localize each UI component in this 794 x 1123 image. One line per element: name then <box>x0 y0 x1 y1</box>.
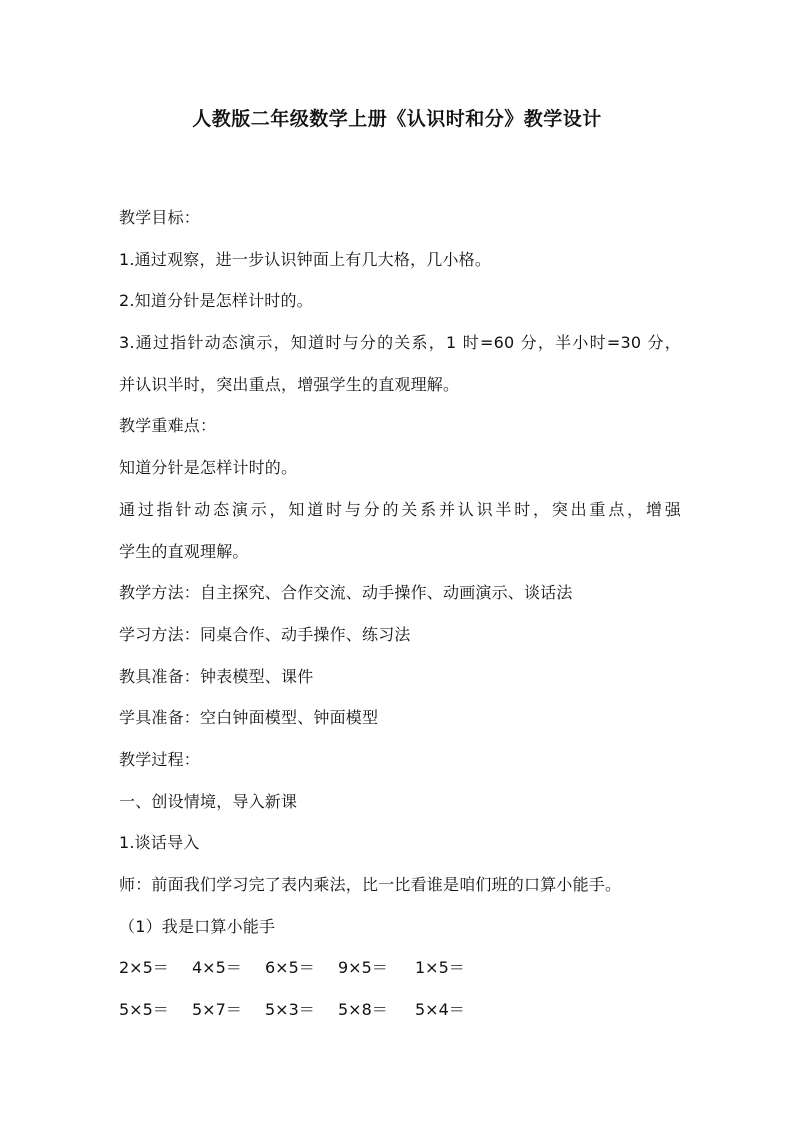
document-body <box>119 197 681 1031</box>
section-heading-objectives: 教学目标： <box>119 208 201 227</box>
key-point-2: 通过指针动态演示，知道时与分的关系并认识半时，突出重点，增强 <box>119 499 681 519</box>
calculation-row-1 <box>119 947 681 989</box>
objective-item-3: 3.通过指针动态演示，知道时与分的关系，1 时=60 分，半小时=30 分， <box>119 333 681 353</box>
calculation-item: 5×3＝ <box>265 1000 315 1020</box>
learning-methods: 学习方法：同桌合作、动手操作、练习法 <box>119 624 411 644</box>
process-substep-1: 1.谈话导入 <box>119 833 200 853</box>
key-point-2-continued: 学生的直观理解。 <box>119 541 249 561</box>
calculation-item: 6×5＝ <box>265 958 315 978</box>
calculation-item: 9×5＝ <box>338 958 388 978</box>
learning-aids: 学具准备：空白钟面模型、钟面模型 <box>119 708 379 728</box>
calculation-row-2 <box>119 989 681 1031</box>
calculation-item: 5×8＝ <box>338 1000 388 1020</box>
calculation-item: 2×5＝ <box>119 958 169 978</box>
process-step-1: 一、创设情境，导入新课 <box>119 791 298 811</box>
activity-heading: （1）我是口算小能手 <box>119 916 276 936</box>
teaching-aids: 教具准备：钟表模型、课件 <box>119 666 314 686</box>
section-heading-process: 教学过程： <box>119 749 201 769</box>
objective-item-1: 1.通过观察，进一步认识钟面上有几大格，几小格。 <box>119 249 492 269</box>
teacher-dialogue: 师：前面我们学习完了表内乘法，比一比看谁是咱们班的口算小能手。 <box>119 875 622 894</box>
calculation-item: 5×7＝ <box>192 1000 242 1020</box>
calculation-item: 5×5＝ <box>119 1000 169 1020</box>
calculation-item: 1×5＝ <box>415 958 465 978</box>
key-point-1: 知道分针是怎样计时的。 <box>119 458 298 478</box>
section-heading-key-points: 教学重难点： <box>119 416 217 436</box>
document-title: 人教版二年级数学上册《认识时和分》教学设计 <box>192 108 602 130</box>
objective-item-2: 2.知道分针是怎样计时的。 <box>119 291 313 311</box>
objective-item-3-continued: 并认识半时，突出重点，增强学生的直观理解。 <box>119 374 460 394</box>
calculation-item: 4×5＝ <box>192 958 242 978</box>
teaching-methods: 教学方法：自主探究、合作交流、动手操作、动画演示、谈话法 <box>119 583 573 603</box>
calculation-item: 5×4＝ <box>415 1000 465 1020</box>
